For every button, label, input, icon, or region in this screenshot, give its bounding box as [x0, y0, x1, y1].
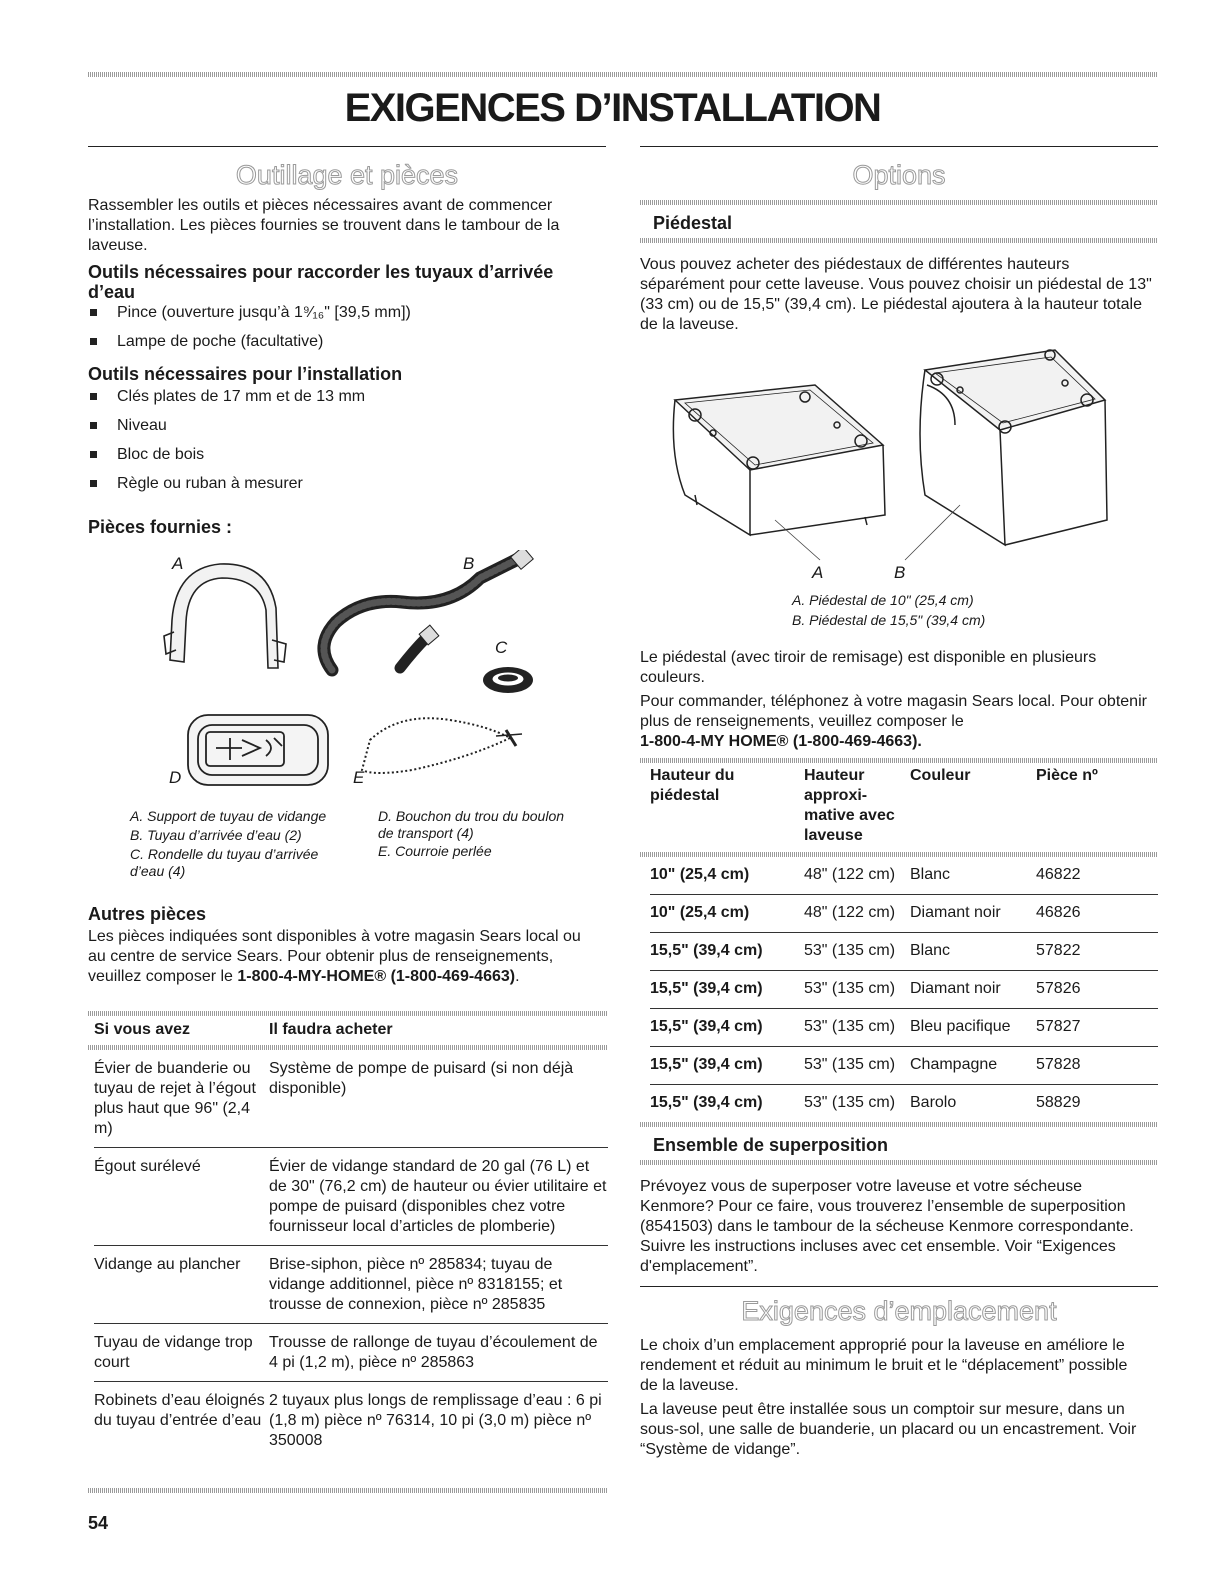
caption-d: D. Bouchon du trou du boulon de transport (4): [378, 808, 565, 841]
pedestal-table: [650, 766, 1158, 1122]
left-table-bottom-hatch: [88, 1488, 608, 1493]
bullet-icon: [90, 451, 97, 458]
pedestal-label-b: B: [894, 563, 906, 582]
supplied-parts-illustration: [150, 550, 570, 790]
stack-kit-heading: Ensemble de superposition: [653, 1135, 889, 1155]
table-row: Tuyau de vidange trop court Trousse de rallonge de tuyau d’écoulement de 4 pi (1,2 m), pièce nº 285863: [94, 1324, 608, 1382]
table-header: Hauteur approxi-mative avec laveuse: [804, 767, 895, 844]
list-item: Pince (ouverture jusqu’à 1⁹⁄₁₆" [39,5 mm]): [88, 303, 608, 323]
beaded-strap: [362, 718, 522, 773]
right-table-top-hatch: [640, 758, 1158, 763]
table-header: Couleur: [910, 767, 971, 784]
table-header: Hauteur du piédestal: [650, 767, 735, 804]
parts-heading: Pièces fournies :: [88, 517, 233, 537]
location-rule: [640, 1286, 1158, 1287]
part-label-a: A: [172, 554, 184, 573]
list-item: Clés plates de 17 mm et de 13 mm: [88, 387, 608, 407]
pedestal-colors-text: Le piédestal (avec tiroir de remisage) est disponible en plusieurs couleurs.: [640, 649, 1097, 686]
pedestal-order-text: Pour commander, téléphonez à votre magasin Sears local. Pour obtenir plus de renseignements, veuillez composer le: [640, 693, 1147, 730]
pedestal-order-phone: 1-800-4-MY HOME® (1-800-469-4663).: [640, 733, 922, 750]
list-item: Niveau: [88, 416, 608, 436]
tools-water-heading: Outils nécessaires pour raccorder les tuyaux d’arrivée d’eau: [88, 262, 554, 302]
location-text-2: La laveuse peut être installée sous un comptoir sur mesure, dans un sous-sol, une salle de buanderie, un placard ou un encastrement. Voir “Système de vidange”.: [640, 1401, 1137, 1458]
left-table-top-hatch: [88, 1011, 608, 1016]
part-label-d: D: [169, 768, 182, 787]
stack-heading-hatch: [640, 1160, 1158, 1165]
tools-install-heading: Outils nécessaires pour l’installation: [88, 364, 403, 384]
table-row: 10" (25,4 cm) 48" (122 cm) Blanc 46822: [650, 857, 1158, 895]
pedestal-heading-hatch: [640, 238, 1158, 243]
pedestal-top-hatch: [640, 200, 1158, 205]
other-parts-phone: 1-800-4-MY-HOME® (1-800-469-4663): [237, 968, 516, 985]
bullet-icon: [90, 309, 97, 316]
table-row: 10" (25,4 cm) 48" (122 cm) Diamant noir 46826: [650, 895, 1158, 933]
bullet-icon: [90, 422, 97, 429]
inlet-washer: [483, 667, 533, 693]
pedestal-caption-b: B. Piédestal de 15,5" (39,4 cm): [792, 612, 986, 628]
page-title: EXIGENCES D’INSTALLATION: [344, 86, 881, 130]
table-row: Robinets d’eau éloignés du tuyau d’entrée d’eau 2 tuyaux plus longs de remplissage d’eau : 6 pi (1,8 m) pièce nº 76314, 10 pi (3,0 m) pièce nº 350008: [94, 1392, 602, 1449]
pedestal-15-in: [920, 350, 1107, 545]
table-header-row: [650, 766, 1158, 852]
section-title-location: Exigences d’emplacement: [741, 1296, 1057, 1326]
pedestal-illustration: [655, 345, 1135, 575]
page-number: 54: [88, 1513, 109, 1533]
stack-kit-text: Prévoyez vous de superposer votre laveuse et votre sécheuse Kenmore? Pour ce faire, vous trouverez l’ensemble de superposition (8541503) dans le tambour de la sécheuse Kenmore correspondante. Suivre les instructions incluses avec cet ensemble. Voir “Exigences d'emplacement”.: [640, 1178, 1134, 1275]
other-parts-text: Les pièces indiquées sont disponibles à votre magasin Sears local ou au centre de service Sears. Pour obtenir plus de renseignements, veuillez composer le 1-800-4-MY-HOME® (1-800-469-4663).: [88, 928, 581, 985]
pedestal-caption-a: A. Piédestal de 10" (25,4 cm): [792, 592, 974, 608]
table-row: Vidange au plancher Brise-siphon, pièce nº 285834; tuyau de vidange additionnel, pièce nº 8318155; et trousse de connexion, pièce nº 285835: [94, 1246, 608, 1324]
shipping-bolt-plug: [188, 715, 328, 785]
stack-top-hatch: [640, 1122, 1158, 1127]
table-row: Égout surélevé Évier de vidange standard de 20 gal (76 L) et de 30" (76,2 cm) de hauteur ou évier utilitaire et pompe de puisard (disponibles chez votre fournisseur local d’articles de plomberie): [94, 1148, 608, 1246]
pedestal-10-in: [673, 385, 885, 535]
intro-text: Rassembler les outils et pièces nécessaires avant de commencer l’installation. Les pièces fournies se trouvent dans le tambour de la laveuse.: [88, 197, 560, 254]
caption-a: A. Support de tuyau de vidange: [130, 808, 327, 824]
list-item: Lampe de poche (facultative): [88, 332, 608, 352]
section-title-tools-parts: Outillage et pièces: [235, 160, 459, 190]
table-header-row: [94, 1020, 608, 1045]
bullet-icon: [90, 393, 97, 400]
list-item: Bloc de bois: [88, 445, 608, 465]
table-row: 15,5" (39,4 cm) 53" (135 cm) Champagne 57828: [650, 1047, 1158, 1085]
table-row: Évier de buanderie ou tuyau de rejet à l’égout plus haut que 96" (2,4 m) Système de pompe de puisard (si non déjà disponible): [94, 1050, 608, 1148]
table-row: 15,5" (39,4 cm) 53" (135 cm) Barolo 58829: [650, 1094, 1081, 1111]
bullet-icon: [90, 338, 97, 345]
part-label-c: C: [495, 638, 508, 657]
other-parts-table: [94, 1020, 608, 1459]
pedestal-label-a: A: [812, 563, 824, 582]
top-hatch-rule: [88, 72, 1158, 77]
drain-hose-support: [164, 564, 286, 668]
table-row: 15,5" (39,4 cm) 53" (135 cm) Diamant noir 57826: [650, 971, 1158, 1009]
tools-install-list: [88, 387, 608, 503]
left-section-rule: [88, 146, 606, 147]
table-header: Pièce nº: [1036, 767, 1098, 784]
table-row: 15,5" (39,4 cm) 53" (135 cm) Blanc 57822: [650, 933, 1158, 971]
tools-water-list: [88, 303, 608, 361]
caption-c: C. Rondelle du tuyau d’arrivée d’eau (4): [130, 846, 319, 879]
caption-b: B. Tuyau d’arrivée d’eau (2): [130, 827, 302, 843]
table-header: Si vous avez: [94, 1021, 191, 1038]
bullet-icon: [90, 480, 97, 487]
pedestal-heading: Piédestal: [653, 213, 733, 233]
part-label-b: B: [463, 554, 475, 573]
table-row: 15,5" (39,4 cm) 53" (135 cm) Bleu pacifique 57827: [650, 1009, 1158, 1047]
other-parts-heading: Autres pièces: [88, 904, 207, 924]
section-title-options: Options: [852, 160, 946, 190]
part-label-e: E: [353, 768, 365, 787]
list-item: Règle ou ruban à mesurer: [88, 474, 608, 494]
caption-e: E. Courroie perlée: [378, 843, 492, 859]
location-text-1: Le choix d’un emplacement approprié pour la laveuse en améliore le rendement et réduit au minimum le bruit et le “déplacement” possible de la laveuse.: [640, 1337, 1128, 1394]
pedestal-text: Vous pouvez acheter des piédestaux de différentes hauteurs séparément pour cette laveuse. Vous pouvez choisir un piédestal de 13" (33 cm) ou de 15,5" (39,4 cm). Le piédestal ajoutera à la hauteur totale de la laveuse.: [640, 256, 1152, 333]
right-section-rule: [640, 146, 1158, 147]
table-header: Il faudra acheter: [269, 1021, 393, 1038]
